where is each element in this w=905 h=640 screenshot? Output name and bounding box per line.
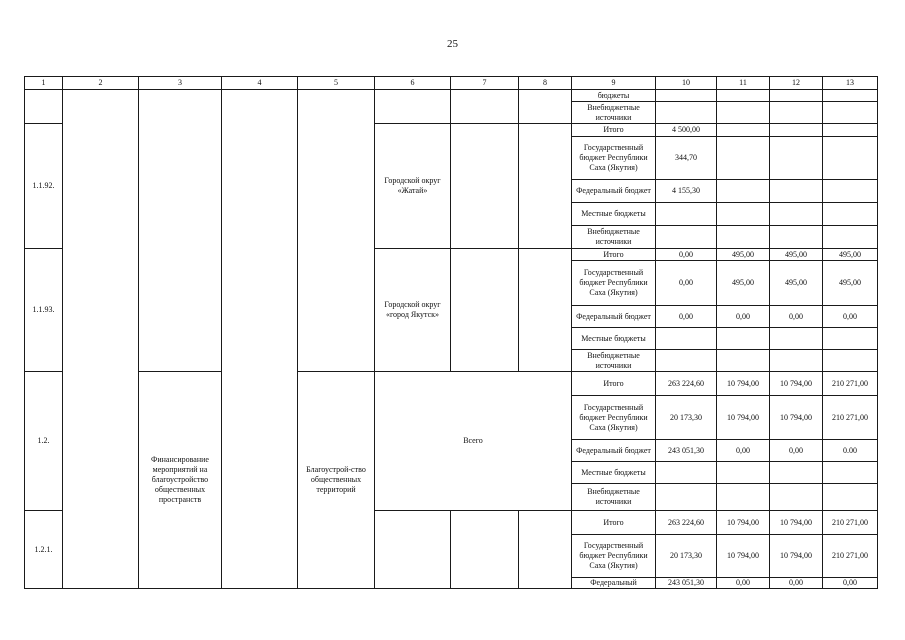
col8-cell — [519, 249, 572, 372]
value-cell — [717, 462, 770, 484]
measure-type-cell: Благоустрой-ство общественных территорий — [298, 372, 375, 589]
value-cell — [770, 124, 823, 137]
value-cell: 0,00 — [717, 306, 770, 328]
col8-cell — [519, 90, 572, 124]
source-label: Итого — [572, 372, 656, 396]
source-label: Государственный бюджет Республики Саха (Якутия) — [572, 261, 656, 306]
value-cell — [823, 102, 878, 124]
value-cell — [717, 328, 770, 350]
value-cell: 10 794,00 — [717, 372, 770, 396]
value-cell: 0,00 — [823, 306, 878, 328]
source-label: Местные бюджеты — [572, 462, 656, 484]
value-cell: 0,00 — [656, 249, 717, 261]
col5-cell — [298, 90, 375, 372]
value-cell: 0,00 — [770, 440, 823, 462]
value-cell: 263 224,60 — [656, 511, 717, 535]
value-cell: 495,00 — [717, 261, 770, 306]
total-label-cell: Всего — [375, 372, 572, 511]
value-cell: 495,00 — [717, 249, 770, 261]
value-cell — [823, 328, 878, 350]
value-cell: 210 271,00 — [823, 535, 878, 578]
value-cell — [717, 226, 770, 249]
value-cell: 0,00 — [823, 578, 878, 589]
value-cell: 10 794,00 — [770, 396, 823, 440]
value-cell: 0.00 — [823, 440, 878, 462]
budget-table — [24, 76, 878, 589]
value-cell: 210 271,00 — [823, 511, 878, 535]
col7-cell — [451, 511, 519, 589]
value-cell — [770, 226, 823, 249]
column-number: 5 — [298, 77, 375, 90]
column-number: 4 — [222, 77, 298, 90]
value-cell: 10 794,00 — [770, 511, 823, 535]
value-cell: 263 224,60 — [656, 372, 717, 396]
value-cell: 243 051,30 — [656, 578, 717, 589]
municipality-cell: Городской округ «Жатай» — [375, 124, 451, 249]
value-cell — [770, 462, 823, 484]
col8-cell — [519, 124, 572, 249]
source-label: Государственный бюджет Республики Саха (Якутия) — [572, 137, 656, 180]
value-cell — [717, 350, 770, 372]
value-cell: 210 271,00 — [823, 396, 878, 440]
column-number: 6 — [375, 77, 451, 90]
col8-cell — [519, 511, 572, 589]
column-number: 12 — [770, 77, 823, 90]
col6-cell — [375, 90, 451, 124]
value-cell: 495,00 — [823, 261, 878, 306]
value-cell — [823, 226, 878, 249]
value-cell: 10 794,00 — [770, 535, 823, 578]
column-number: 13 — [823, 77, 878, 90]
col7-cell — [451, 90, 519, 124]
source-label: Внебюджетные источники — [572, 102, 656, 124]
value-cell: 210 271,00 — [823, 372, 878, 396]
value-cell — [656, 203, 717, 226]
value-cell: 0,00 — [656, 306, 717, 328]
source-label: Государственный бюджет Республики Саха (Якутия) — [572, 535, 656, 578]
value-cell — [717, 137, 770, 180]
value-cell: 495,00 — [823, 249, 878, 261]
value-cell — [823, 90, 878, 102]
source-label: Итого — [572, 249, 656, 261]
value-cell — [717, 484, 770, 511]
source-label: Внебюджетные источники — [572, 226, 656, 249]
value-cell: 10 794,00 — [717, 511, 770, 535]
value-cell: 10 794,00 — [717, 396, 770, 440]
column-number: 7 — [451, 77, 519, 90]
value-cell: 4 155,30 — [656, 180, 717, 203]
value-cell — [717, 102, 770, 124]
value-cell — [823, 462, 878, 484]
municipality-cell: Городской округ «город Якутск» — [375, 249, 451, 372]
code-cell: 1.2.1. — [25, 511, 63, 589]
value-cell — [770, 203, 823, 226]
value-cell — [770, 484, 823, 511]
table-row — [25, 90, 878, 102]
value-cell — [717, 124, 770, 137]
column-number: 8 — [519, 77, 572, 90]
value-cell — [823, 203, 878, 226]
source-label: Федеральный бюджет — [572, 440, 656, 462]
value-cell: 0,00 — [770, 578, 823, 589]
value-cell: 4 500,00 — [656, 124, 717, 137]
source-label: Итого — [572, 124, 656, 137]
value-cell: 344,70 — [656, 137, 717, 180]
value-cell: 495,00 — [770, 261, 823, 306]
col4-cell — [222, 90, 298, 589]
code-cell: 1.1.92. — [25, 124, 63, 249]
value-cell: 20 173,30 — [656, 396, 717, 440]
value-cell: 495,00 — [770, 249, 823, 261]
value-cell — [656, 462, 717, 484]
col6-cell — [375, 511, 451, 589]
code-cell — [25, 90, 63, 124]
value-cell: 0,00 — [770, 306, 823, 328]
value-cell — [656, 328, 717, 350]
column-number: 1 — [25, 77, 63, 90]
value-cell — [717, 203, 770, 226]
source-label: Федеральный бюджет — [572, 306, 656, 328]
value-cell — [770, 180, 823, 203]
value-cell — [656, 484, 717, 511]
source-label: бюджеты — [572, 90, 656, 102]
value-cell — [770, 137, 823, 180]
code-cell: 1.2. — [25, 372, 63, 511]
column-numbers-row — [25, 77, 878, 90]
value-cell: 243 051,30 — [656, 440, 717, 462]
value-cell — [770, 90, 823, 102]
value-cell — [656, 90, 717, 102]
page-number: 25 — [447, 38, 458, 50]
value-cell — [770, 350, 823, 372]
table-row — [25, 372, 878, 396]
code-cell: 1.1.93. — [25, 249, 63, 372]
value-cell — [770, 328, 823, 350]
source-label: Федеральный бюджет — [572, 180, 656, 203]
source-label: Местные бюджеты — [572, 328, 656, 350]
value-cell — [823, 350, 878, 372]
value-cell: 0,00 — [717, 578, 770, 589]
value-cell: 10 794,00 — [770, 372, 823, 396]
value-cell — [770, 102, 823, 124]
value-cell — [823, 180, 878, 203]
col3-cell — [139, 90, 222, 372]
value-cell — [717, 180, 770, 203]
source-label: Государственный бюджет Республики Саха (Якутия) — [572, 396, 656, 440]
value-cell — [656, 102, 717, 124]
value-cell: 0,00 — [717, 440, 770, 462]
value-cell — [823, 137, 878, 180]
value-cell — [823, 124, 878, 137]
column-number: 10 — [656, 77, 717, 90]
source-label: Внебюджетные источники — [572, 484, 656, 511]
source-label: Внебюджетные источники — [572, 350, 656, 372]
column-number: 2 — [63, 77, 139, 90]
measure-name-cell: Финансирование мероприятий на благоустройство общественных пространств — [139, 372, 222, 589]
column-number: 9 — [572, 77, 656, 90]
value-cell — [656, 226, 717, 249]
value-cell — [823, 484, 878, 511]
value-cell: 20 173,30 — [656, 535, 717, 578]
source-label: Местные бюджеты — [572, 203, 656, 226]
column-number: 11 — [717, 77, 770, 90]
column-number: 3 — [139, 77, 222, 90]
col7-cell — [451, 249, 519, 372]
source-label: Федеральный — [572, 578, 656, 589]
source-label: Итого — [572, 511, 656, 535]
col7-cell — [451, 124, 519, 249]
value-cell — [717, 90, 770, 102]
value-cell — [656, 350, 717, 372]
value-cell: 10 794,00 — [717, 535, 770, 578]
col2-cell — [63, 90, 139, 589]
value-cell: 0,00 — [656, 261, 717, 306]
